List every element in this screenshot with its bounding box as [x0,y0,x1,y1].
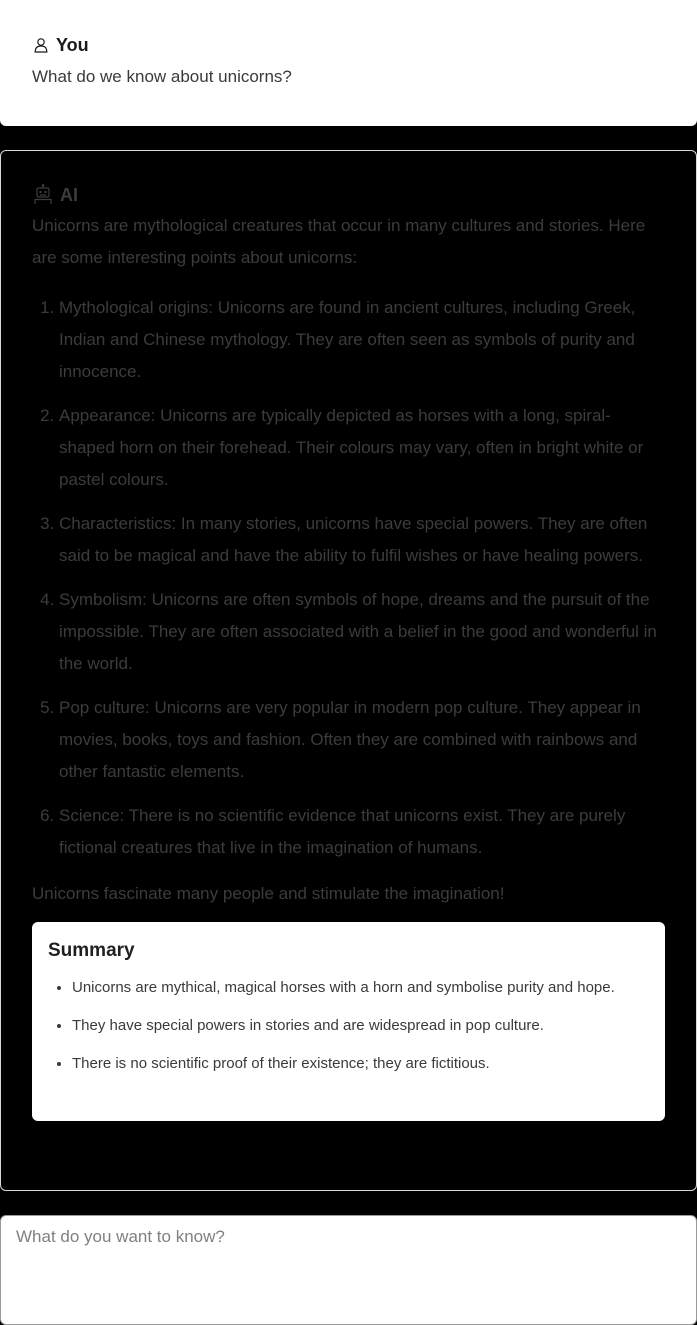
user-message-text: What do we know about unicorns? [32,67,292,86]
ai-point-item: 4. Symbolism: Unicorns are often symbols of hope, dreams and the pursuit of the impossible. They are often associated with a belief in the good and wonderful in the world. [59,584,665,680]
ai-message-card [0,150,697,1191]
ai-outro-text: Unicorns fascinate many people and stimulate the imagination! [32,884,505,903]
ai-author-label: AI [60,185,78,205]
question-input[interactable] [0,1215,697,1325]
user-icon [32,36,50,54]
ai-point-item: 1. Mythological origins: Unicorns are found in ancient cultures, including Greek, Indian and Chinese mythology. They are often seen as symbols of purity and innocence. [59,292,665,388]
summary-title: Summary [48,940,135,961]
ai-point-item: 2. Appearance: Unicorns are typically depicted as horses with a long, spiral-shaped horn on their forehead. Their colours may vary, often in bright white or pastel colours. [59,400,665,496]
ai-intro-text: Unicorns are mythological creatures that occur in many cultures and stories. Here are some interesting points about unicorns: [32,216,646,267]
user-message-card [0,0,697,126]
summary-item: • There is no scientific proof of their existence; they are fictitious. [72,1050,649,1078]
ai-message-header [32,184,665,206]
user-message-header [32,34,665,56]
summary-item: • Unicorns are mythical, magical horses with a horn and symbolise purity and hope. [72,974,649,1002]
robot-icon [32,184,54,206]
user-author-label: You [56,35,89,55]
ai-point-item: 3. Characteristics: In many stories, unicorns have special powers. They are often said to be magical and have the ability to fulfil wishes or have healing powers. [59,508,665,572]
summary-list [48,974,649,1078]
ai-points-list [32,292,665,864]
ai-point-item: 6. Science: There is no scientific evidence that unicorns exist. They are purely fictional creatures that live in the imagination of humans. [59,800,665,864]
summary-box [32,922,665,1121]
summary-item: • They have special powers in stories and are widespread in pop culture. [72,1012,649,1040]
ai-point-item: 5. Pop culture: Unicorns are very popular in modern pop culture. They appear in movies, books, toys and fashion. Often they are combined with rainbows and other fantastic elements. [59,692,665,788]
